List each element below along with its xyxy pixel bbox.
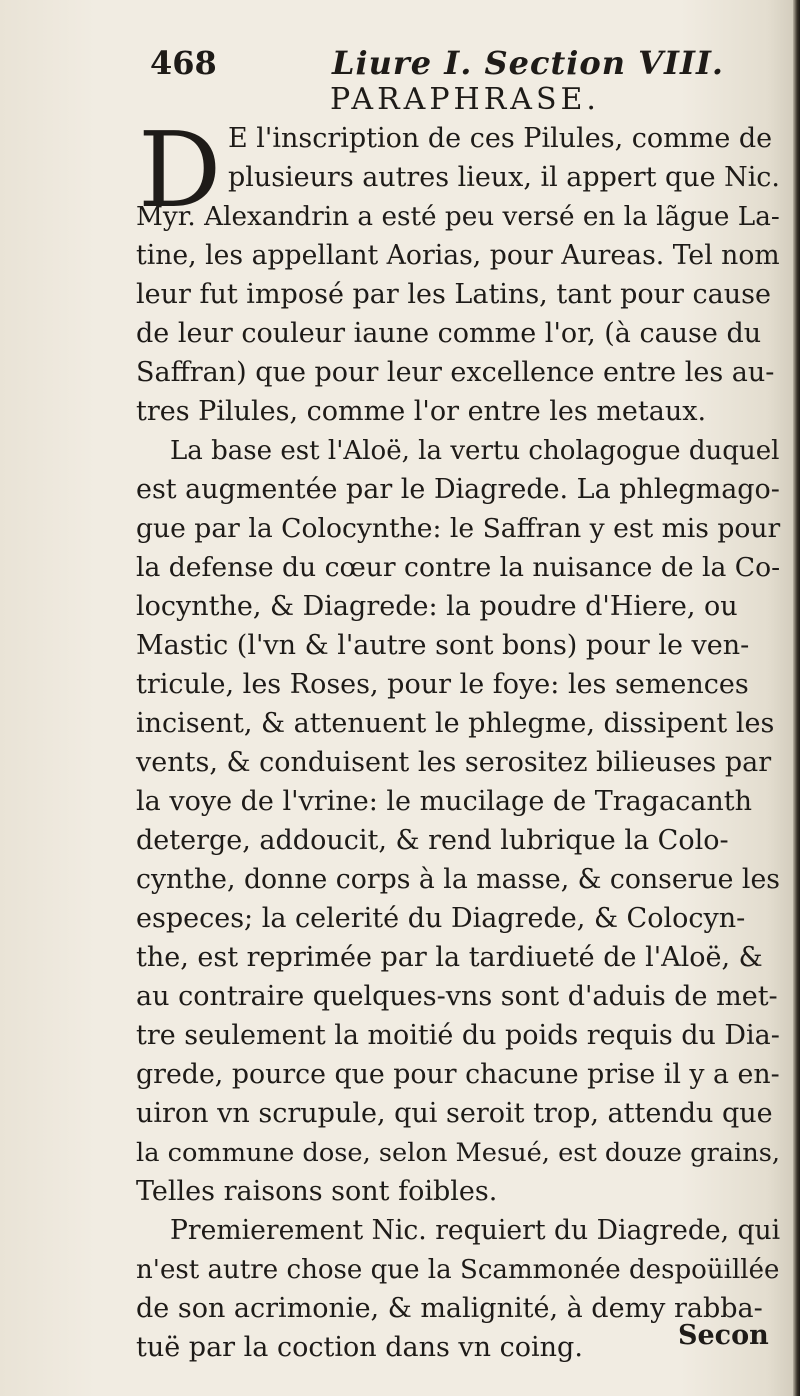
text-line: especes; la celerité du Diagrede, & Colocyn- [136, 903, 746, 934]
text-line: leur fut imposé par les Latins, tant pour cause [136, 279, 771, 310]
text-line: Myr. Alexandrin a esté peu versé en la lãgue La- [136, 202, 780, 232]
text-line: uiron vn scrupule, qui seroit trop, attendu que [136, 1098, 773, 1129]
text-line: Saffran) que pour leur excellence entre les au- [136, 357, 775, 388]
text-line: Premierement Nic. requiert du Diagrede, qui [170, 1215, 781, 1246]
text-line: grede, pource que pour chacune prise il y a en- [136, 1059, 780, 1090]
catchword: Secon [678, 1320, 769, 1351]
text-line: tuë par la coction dans vn coing. [136, 1332, 583, 1363]
text-line: de son acrimonie, & malignité, à demy rabba- [136, 1293, 763, 1324]
text-line: de leur couleur iaune comme l'or, (à cause du [136, 318, 762, 349]
text-line: tricule, les Roses, pour le foye: les semences [136, 669, 749, 700]
text-line: est augmentée par le Diagrede. La phlegmago- [136, 474, 780, 505]
text-line: n'est autre chose que la Scammonée despoüillée [136, 1255, 780, 1285]
text-line: Mastic (l'vn & l'autre sont bons) pour le ven- [136, 630, 750, 661]
text-line: E l'inscription de ces Pilules, comme de [228, 123, 773, 154]
page-number: 468 [150, 44, 217, 82]
text-line: the, est reprimée par la tardiueté de l'Aloë, & [136, 942, 763, 973]
text-line: La base est l'Aloë, la vertu cholagogue duquel [170, 436, 780, 466]
text-line: cynthe, donne corps à la masse, & conserue les [136, 864, 780, 895]
text-line: locynthe, & Diagrede: la poudre d'Hiere, ou [136, 591, 738, 622]
text-line: tine, les appellant Aorias, pour Aureas. Tel nom [136, 240, 780, 271]
page-edge [793, 0, 800, 1396]
text-line: la voye de l'vrine: le mucilage de Tragacanth [136, 786, 752, 817]
text-line: Telles raisons sont foibles. [136, 1176, 498, 1207]
text-line: tres Pilules, comme l'or entre les metaux. [136, 396, 707, 427]
text-line: plusieurs autres lieux, il appert que Nic. [228, 162, 780, 193]
text-line: deterge, addoucit, & rend lubrique la Colo- [136, 825, 729, 856]
text-line: vents, & conduisent les serositez bilieuses par [136, 747, 772, 778]
text-line: gue par la Colocynthe: le Saffran y est mis pour [136, 513, 781, 544]
drop-cap: D [138, 109, 222, 231]
text-line: au contraire quelques-vns sont d'aduis de met- [136, 981, 778, 1012]
text-line: la defense du cœur contre la nuisance de la Co- [136, 552, 781, 583]
text-line: incisent, & attenuent le phlegme, dissipent les [136, 708, 775, 739]
text-line: tre seulement la moitié du poids requis du Dia- [136, 1020, 780, 1051]
section-title: PARAPHRASE. [330, 82, 600, 117]
running-head: Liure I. Section VIII. [332, 44, 725, 82]
text-line: la commune dose, selon Mesué, est douze grains, [136, 1138, 781, 1168]
